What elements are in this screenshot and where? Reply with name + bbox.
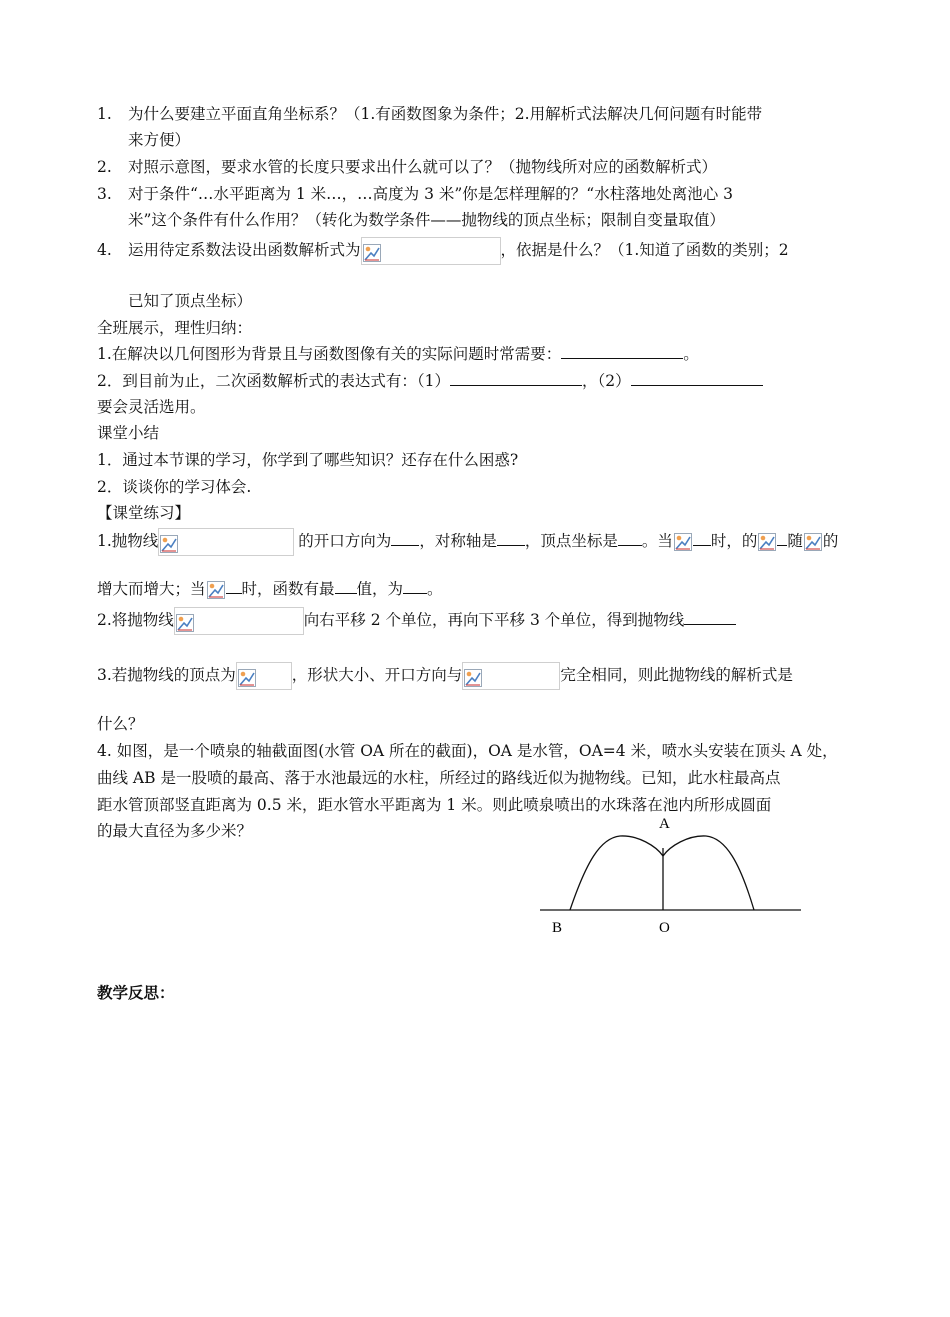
exercise-4-line-4: 的最大直径为多少米？ — [97, 822, 253, 840]
summary-item-2-cont: 要会灵活选用。 — [97, 398, 206, 416]
summary-heading: 全班展示，理性归纳： — [97, 319, 253, 337]
exercise-4-line-2: 曲线 AB 是一股喷的最高、落于水池最远的水柱，所经过的路线近似为抛物线。已知，此水柱最高点 — [97, 769, 781, 787]
formula-image — [174, 607, 304, 635]
answer-blank[interactable] — [777, 530, 787, 546]
summary-item-2: 2．到目前为止，二次函数解析式的表达式有：（1） ，（2） — [97, 368, 857, 394]
answer-blank[interactable] — [561, 343, 683, 359]
answer-blank[interactable] — [693, 530, 711, 546]
recap-heading: 课堂小结 — [97, 424, 160, 442]
answer-blank[interactable] — [450, 370, 582, 386]
reflection-heading: 教学反思： — [97, 983, 175, 1002]
answer-blank[interactable] — [497, 530, 525, 546]
question-2: 2. 对照示意图，要求水管的长度只要求出什么就可以了？（抛物线所对应的函数解析式） — [97, 158, 718, 176]
broken-image-icon — [207, 581, 225, 599]
answer-blank[interactable] — [618, 530, 642, 546]
water-arc-left — [570, 836, 663, 910]
exercise-1: 1.抛物线 的开口方向为 ，对称轴是 ，顶点坐标是 。当 时，的 随 的 — [97, 528, 857, 556]
question-4: 4. 运用待定系数法设出函数解析式为 ，依据是什么？（1.知道了函数的类别；2 — [97, 237, 857, 265]
answer-blank[interactable] — [226, 578, 242, 594]
exercise-3-cont: 什么？ — [97, 715, 144, 733]
label-o: O — [659, 920, 670, 936]
formula-image — [462, 662, 560, 690]
question-1-cont: 来方便） — [128, 131, 191, 149]
summary-item-1: 1.在解决以几何图形为背景且与函数图像有关的实际问题时常需要： 。 — [97, 345, 699, 363]
answer-blank[interactable] — [335, 578, 357, 594]
question-4-cont: 已知了顶点坐标） — [128, 292, 253, 310]
broken-image-icon — [176, 614, 194, 632]
recap-item-2: 2．谈谈你的学习体会. — [97, 478, 252, 496]
broken-image-icon — [674, 533, 692, 551]
label-a: A — [659, 816, 670, 832]
formula-image — [361, 237, 501, 265]
answer-blank[interactable] — [631, 370, 763, 386]
water-arc-right — [663, 836, 754, 910]
broken-image-icon — [758, 533, 776, 551]
answer-blank[interactable] — [684, 609, 736, 625]
exercise-4-line-3: 距水管顶部竖直距离为 0.5 米，距水管水平距离为 1 米。则此喷泉喷出的水珠落在池内所形成圆面 — [97, 796, 772, 814]
recap-item-1: 1．通过本节课的学习，你学到了哪些知识？还存在什么困惑? — [97, 451, 519, 469]
exercise-2: 2.将抛物线 向右平移 2 个单位，再向下平移 3 个单位，得到抛物线 — [97, 607, 857, 635]
question-1: 1. 为什么要建立平面直角坐标系？（1.有函数图象为条件；2.用解析式法解决几何问题有时能带 — [97, 105, 763, 123]
formula-image — [158, 528, 294, 556]
answer-blank[interactable] — [403, 578, 427, 594]
broken-image-icon — [804, 533, 822, 551]
practice-heading: 【课堂练习】 — [97, 504, 191, 522]
formula-image — [236, 662, 292, 690]
broken-image-icon — [363, 244, 381, 262]
question-3-cont: 米”这个条件有什么作用？（转化为数学条件——抛物线的顶点坐标；限制自变量取值） — [128, 211, 725, 229]
label-b: B — [552, 920, 563, 936]
exercise-1-cont: 增大而增大；当 时，函数有最 值，为 。 — [97, 580, 443, 598]
broken-image-icon — [464, 669, 482, 687]
exercise-3: 3.若抛物线的顶点为 ，形状大小、开口方向与 完全相同，则此抛物线的解析式是 — [97, 662, 857, 690]
broken-image-icon — [238, 669, 256, 687]
broken-image-icon — [160, 535, 178, 553]
exercise-4-line-1: 4. 如图，是一个喷泉的轴截面图(水管 OA 所在的截面)，OA 是水管，OA=4 米，喷水头安装在顶头 A 处， — [97, 742, 838, 760]
fountain-diagram — [538, 808, 808, 940]
answer-blank[interactable] — [391, 530, 419, 546]
question-3: 3. 对于条件“…水平距离为 1 米…，…高度为 3 米”你是怎样理解的？“水柱落地处离池心 3 — [97, 185, 733, 203]
